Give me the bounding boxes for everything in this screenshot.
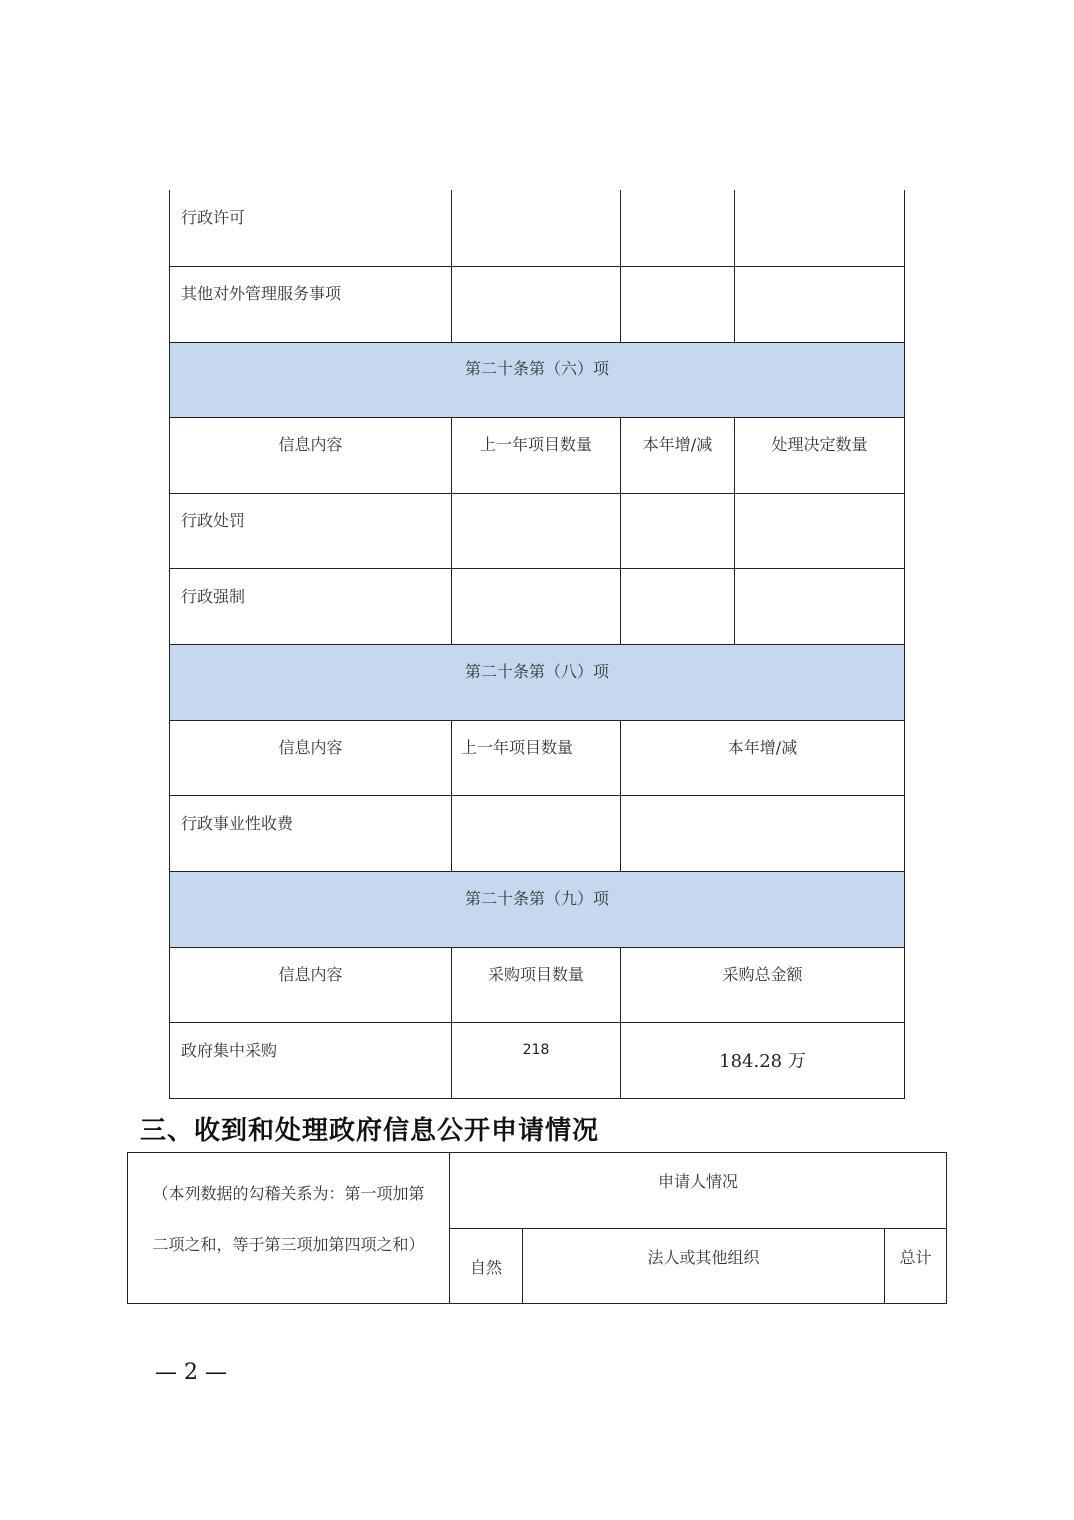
- row-label: 政府集中采购: [181, 1041, 278, 1060]
- applicant-header: 申请人情况: [657, 1172, 738, 1191]
- row-divider: [169, 947, 905, 948]
- column-header: 本年增/减: [642, 435, 713, 454]
- row-divider: [169, 266, 905, 267]
- row-divider: [169, 1022, 905, 1023]
- table-border-top: [127, 1152, 947, 1153]
- row-label: 行政许可: [181, 208, 246, 227]
- section-8-band: [170, 645, 904, 720]
- column-header: 处理决定数量: [771, 435, 868, 454]
- section-title: 第二十条第（六）项: [464, 359, 609, 378]
- column-header: 上一年项目数量: [479, 435, 592, 454]
- table-border-right: [946, 1152, 947, 1304]
- column-header: 本年增/减: [727, 738, 798, 757]
- column-header: 上一年项目数量: [461, 738, 574, 757]
- row-divider: [169, 644, 905, 645]
- total-header: 总计: [899, 1248, 932, 1267]
- column-header: 采购总金额: [722, 965, 803, 984]
- legal-entity-header: 法人或其他组织: [647, 1248, 760, 1267]
- table-border-left: [127, 1152, 128, 1304]
- section-title: 第二十条第（八）项: [464, 662, 609, 681]
- column-header: 信息内容: [278, 965, 343, 984]
- natural-person-header: 自然: [469, 1258, 502, 1277]
- row-divider: [169, 342, 905, 343]
- section-heading: 三、收到和处理政府信息公开申请情况: [140, 1116, 600, 1146]
- column-header: 采购项目数量: [487, 965, 584, 984]
- column-header: 信息内容: [278, 738, 343, 757]
- row-divider: [169, 720, 905, 721]
- procurement-count: 218: [522, 1042, 550, 1058]
- row-label: 其他对外管理服务事项: [181, 284, 342, 303]
- row-label: 行政事业性收费: [181, 814, 294, 833]
- row-divider: [169, 871, 905, 872]
- row-divider: [169, 568, 905, 569]
- section-6-band: [170, 343, 904, 417]
- row-divider: [169, 1098, 905, 1099]
- col-divider: [451, 720, 452, 872]
- row-divider: [169, 417, 905, 418]
- row-label: 行政处罚: [181, 511, 246, 530]
- note-text: 二项之和，等于第三项加第四项之和）: [152, 1235, 425, 1254]
- procurement-amount: 184.28 万: [719, 1051, 806, 1072]
- page-number: — 2 —: [155, 1360, 227, 1385]
- row-label: 行政强制: [181, 587, 246, 606]
- row-divider: [449, 1228, 947, 1229]
- row-divider: [169, 795, 905, 796]
- section-title: 第二十条第（九）项: [464, 889, 609, 908]
- row-divider: [169, 493, 905, 494]
- table-border-bottom: [127, 1303, 947, 1304]
- column-header: 信息内容: [278, 435, 343, 454]
- note-text: （本列数据的勾稽关系为：第一项加第: [152, 1184, 425, 1203]
- section-9-band: [170, 872, 904, 947]
